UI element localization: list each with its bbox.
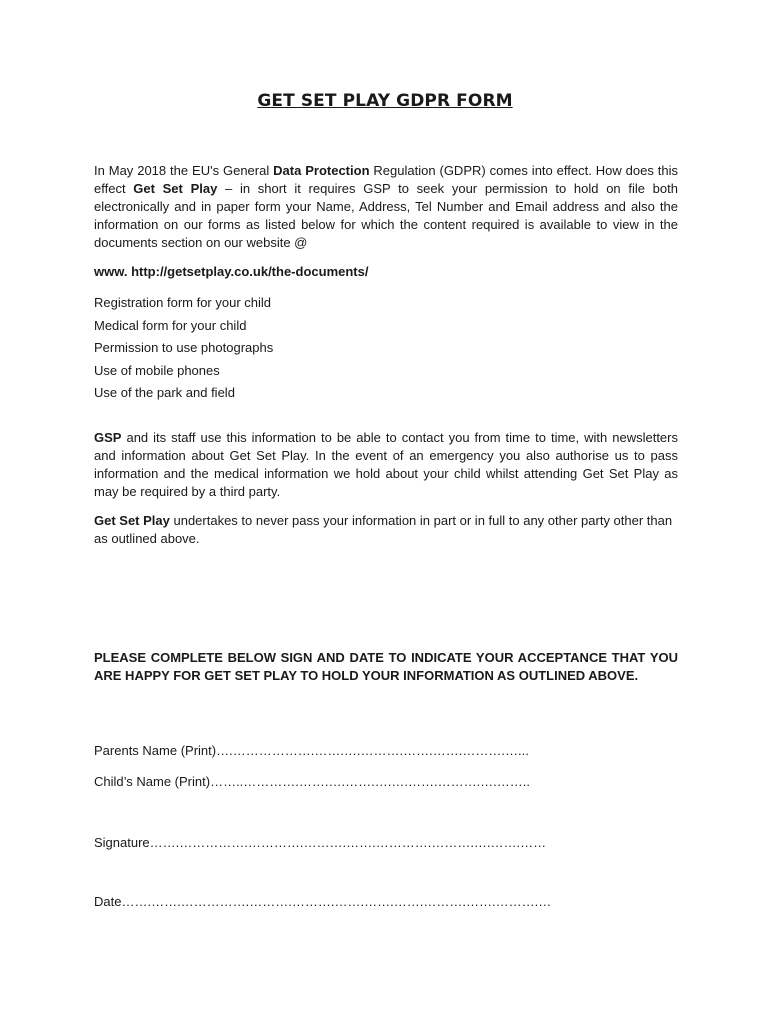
signature-field[interactable]: Signature…….…………….………….……….…….………….……….….…….…… bbox=[94, 835, 547, 850]
intro-text-1: In May 2018 the EU's General bbox=[94, 163, 274, 178]
intro-bold-data-protection: Data Protection bbox=[273, 163, 370, 178]
date-field[interactable]: Date…….…….…………….……….……….…….…….…….……….…….……….… bbox=[94, 894, 552, 909]
list-item: Permission to use photographs bbox=[94, 340, 274, 356]
gsp-bold: GSP bbox=[94, 430, 122, 445]
intro-text-2: Regulation (GDPR) comes into effect. How does this effect bbox=[94, 163, 678, 196]
intro-paragraph bbox=[94, 162, 678, 252]
gsp-text: and its staff use this information to be able to contact you from time to time, with newsletters and information about Get Set Play. In the event of an emergency you also authorise us to pass information and the medical information we hold about your child whilst attending Get Set Play as may be required by a third party. bbox=[94, 430, 678, 499]
intro-bold-get-set-play: Get Set Play bbox=[133, 181, 218, 196]
list-item: Medical form for your child bbox=[94, 317, 247, 333]
child-name-field[interactable]: Child’s Name (Print)……..………….…….….…….….….…….……….….…….. bbox=[94, 774, 531, 789]
never-pass-paragraph bbox=[94, 512, 678, 548]
form-title: GET SET PLAY GDPR FORM bbox=[257, 91, 513, 111]
never-text: undertakes to never pass your information in part or in full to any other party other than as outlined above. bbox=[94, 513, 673, 546]
parent-name-field[interactable]: Parents Name (Print)….……………….…….….……….…….…….……….…... bbox=[94, 743, 529, 758]
intro-text-3: – in short it requires GSP to seek your permission to hold on file both electronically and in paper form your Name, Address, Tel Number and Email address and also the information on our forms as listed below for which the content required is available to view in the documents section on our website @ bbox=[94, 181, 678, 250]
never-bold: Get Set Play bbox=[94, 513, 170, 528]
list-item: Use of mobile phones bbox=[94, 362, 220, 378]
list-item: Registration form for your child bbox=[94, 295, 272, 310]
forms-list bbox=[94, 292, 273, 405]
acceptance-instruction: PLEASE COMPLETE BELOW SIGN AND DATE TO INDICATE YOUR ACCEPTANCE THAT YOU ARE HAPPY FOR GET SET PLAY TO HOLD YOUR INFORMATION AS OUTLINED ABOVE. bbox=[94, 650, 678, 683]
list-item: Use of the park and field bbox=[94, 385, 235, 401]
gsp-paragraph bbox=[94, 429, 678, 501]
website-link[interactable]: www. http://getsetplay.co.uk/the-documents/ bbox=[94, 264, 369, 279]
